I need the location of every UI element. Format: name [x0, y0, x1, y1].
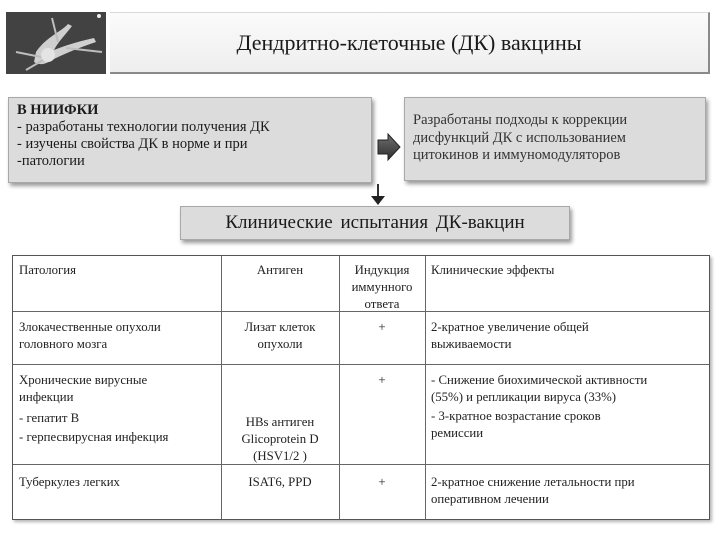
- correction-line: Разработаны подходы к коррекции: [413, 112, 628, 128]
- cell-line: Лизат клеток: [244, 320, 316, 334]
- correction-line: дисфункций ДК с использованием: [413, 129, 626, 146]
- table-row-induction: +: [378, 320, 386, 334]
- clinical-trials-label: Клинические испытания ДК-вакцин: [225, 212, 525, 233]
- cell-line: Glicoprotein D: [241, 432, 319, 446]
- right-arrow-icon: [376, 132, 402, 162]
- table-row-effects: [431, 474, 635, 508]
- clinical-trials-header: [180, 206, 570, 240]
- correction-box: [404, 97, 706, 181]
- table-row-sub-pathology: - гепатит В: [19, 411, 80, 425]
- cell-line: (HSV1/2 ): [253, 449, 307, 463]
- table-row-effects: [431, 319, 589, 353]
- cell-line: Злокачественные опухоли: [19, 320, 161, 334]
- niifki-heading: В НИИФКИ: [17, 102, 99, 118]
- cell-line: - Снижение биохимической активности: [431, 373, 648, 387]
- niifki-box: [8, 97, 372, 183]
- header-antigen: Антиген: [256, 263, 304, 277]
- header-induction-line: ответа: [364, 297, 400, 311]
- dendritic-cell-image: [6, 12, 106, 74]
- header-induction: [339, 262, 425, 313]
- header-pathology: Патология: [19, 263, 77, 277]
- table-row-induction: +: [378, 373, 386, 387]
- cell-line: Хронические вирусные: [19, 373, 148, 387]
- niifki-line: - изучены свойства ДК в норме и при: [17, 136, 248, 152]
- table-divider: [13, 364, 709, 365]
- clinical-table: [12, 255, 710, 520]
- correction-line: цитокинов и иммуномодуляторов: [413, 147, 621, 163]
- cell-line: оперативном лечении: [431, 492, 549, 506]
- cell-line: головного мозга: [19, 337, 108, 351]
- table-row-antigen: [221, 319, 339, 353]
- cell-line: инфекции: [19, 390, 74, 404]
- table-row-effects: [431, 372, 647, 406]
- dendritic-cell-photo: [6, 12, 106, 74]
- page-title: Дендритно-клеточные (ДК) вакцины: [236, 29, 582, 55]
- cell-line: опухоли: [257, 337, 303, 351]
- cell-line: HBs антиген: [245, 415, 315, 429]
- table-row-antigen: [221, 414, 339, 465]
- table-row-pathology: [19, 372, 147, 406]
- header-induction-line: иммунного: [351, 280, 413, 294]
- header-effects: Клинические эффекты: [431, 263, 555, 277]
- table-row-induction: +: [378, 475, 386, 489]
- cell-line: выживаемости: [431, 337, 512, 351]
- header-induction-line: Индукция: [354, 263, 410, 277]
- table-divider: [425, 256, 426, 519]
- niifki-line: -патологии: [17, 153, 85, 169]
- cell-line: - 3-кратное возрастание сроков: [431, 409, 601, 423]
- table-row-effects: [431, 408, 601, 442]
- table-divider: [13, 464, 709, 465]
- cell-line: 2-кратное снижение летальности при: [431, 475, 635, 489]
- cell-line: 2-кратное увеличение общей: [431, 320, 589, 334]
- down-arrow-icon: [368, 184, 388, 206]
- title-banner: [110, 12, 710, 74]
- cell-line: ремиссии: [431, 426, 484, 440]
- table-row-pathology: Туберкулез легких: [19, 475, 120, 489]
- table-row-pathology: [19, 319, 161, 353]
- niifki-line: - разработаны технологии получения ДК: [17, 119, 270, 135]
- cell-line: (55%) и репликации вируса (33%): [431, 390, 617, 404]
- table-row-antigen: ISAT6, PPD: [248, 475, 312, 489]
- table-row-sub-pathology: - герпесвирусная инфекция: [19, 430, 169, 444]
